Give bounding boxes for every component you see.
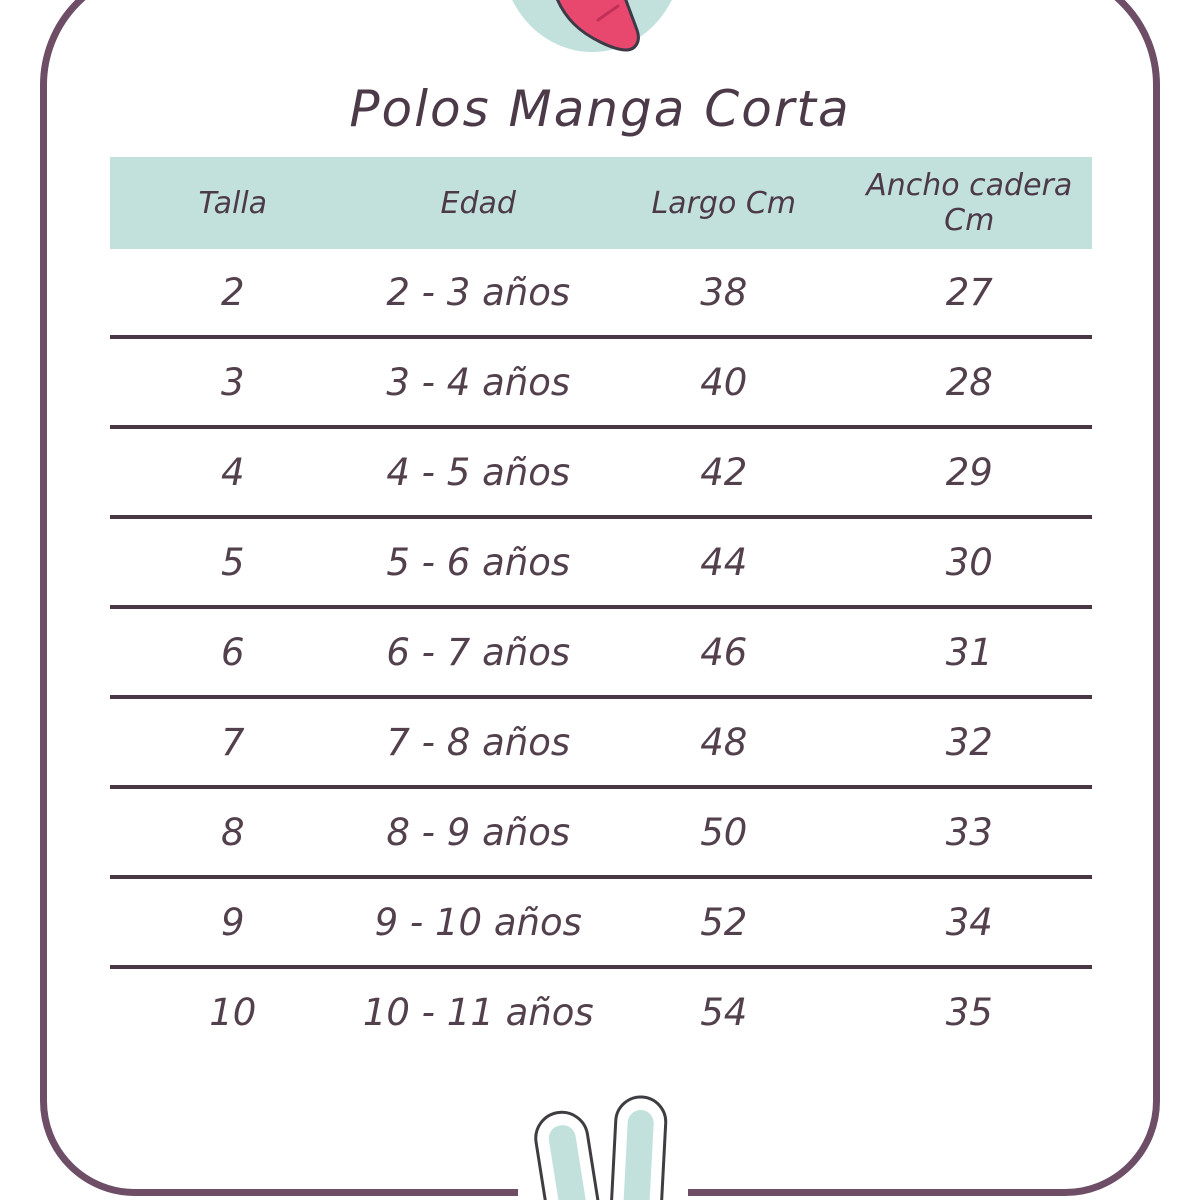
cell-edad: 3 - 4 años xyxy=(356,337,602,427)
cell-ancho: 30 xyxy=(847,517,1093,607)
bunny-ears-icon xyxy=(500,1085,710,1200)
column-header-talla: Talla xyxy=(110,157,356,249)
cell-edad: 9 - 10 años xyxy=(356,877,602,967)
cell-talla: 2 xyxy=(110,249,356,337)
table-row xyxy=(110,697,1092,787)
table-row xyxy=(110,249,1092,337)
table-row xyxy=(110,877,1092,967)
bunny-ears-svg xyxy=(500,1085,710,1200)
cell-ancho: 34 xyxy=(847,877,1093,967)
cell-edad: 10 - 11 años xyxy=(362,990,594,1034)
cell-largo: 54 xyxy=(700,990,748,1034)
cell-largo: 50 xyxy=(601,787,847,877)
cell-largo: 40 xyxy=(601,337,847,427)
size-table xyxy=(110,157,1092,1055)
cell-ancho: 27 xyxy=(847,249,1093,337)
cell-edad: 8 - 9 años xyxy=(356,787,602,877)
cell-talla: 5 xyxy=(110,517,356,607)
cell-talla: 6 xyxy=(110,607,356,697)
cell-ancho: 35 xyxy=(945,990,993,1034)
carrot-icon-svg xyxy=(472,0,712,60)
cell-largo: 46 xyxy=(601,607,847,697)
cell-talla: 9 xyxy=(110,877,356,967)
cell-talla: 7 xyxy=(110,697,356,787)
cell-talla: 4 xyxy=(110,427,356,517)
column-header-edad: Edad xyxy=(356,157,602,249)
table-row xyxy=(110,607,1092,697)
cell-talla: 8 xyxy=(110,787,356,877)
cell-edad: 6 - 7 años xyxy=(356,607,602,697)
cell-largo: 48 xyxy=(601,697,847,787)
column-header-largo: Largo Cm xyxy=(601,157,847,249)
cell-edad: 5 - 6 años xyxy=(356,517,602,607)
cell-ancho: 33 xyxy=(847,787,1093,877)
cell-edad: 4 - 5 años xyxy=(356,427,602,517)
cell-largo: 52 xyxy=(601,877,847,967)
cell-largo: 44 xyxy=(601,517,847,607)
cell-largo: 38 xyxy=(601,249,847,337)
table-row xyxy=(110,517,1092,607)
page-title: Polos Manga Corta xyxy=(349,80,851,138)
table-row xyxy=(110,787,1092,877)
cell-ancho: 28 xyxy=(847,337,1093,427)
cell-talla: 3 xyxy=(110,337,356,427)
cell-ancho: 31 xyxy=(847,607,1093,697)
cell-talla: 10 xyxy=(209,990,257,1034)
table-row xyxy=(110,967,1092,1055)
column-header-ancho: Ancho cadera Cm xyxy=(847,157,1093,249)
cell-ancho: 32 xyxy=(847,697,1093,787)
cell-edad: 2 - 3 años xyxy=(356,249,602,337)
table-row xyxy=(110,427,1092,517)
cell-edad: 7 - 8 años xyxy=(356,697,602,787)
cell-largo: 42 xyxy=(601,427,847,517)
carrot-icon xyxy=(472,0,712,60)
cell-ancho: 29 xyxy=(847,427,1093,517)
table-row xyxy=(110,337,1092,427)
table-header-row xyxy=(110,157,1092,249)
